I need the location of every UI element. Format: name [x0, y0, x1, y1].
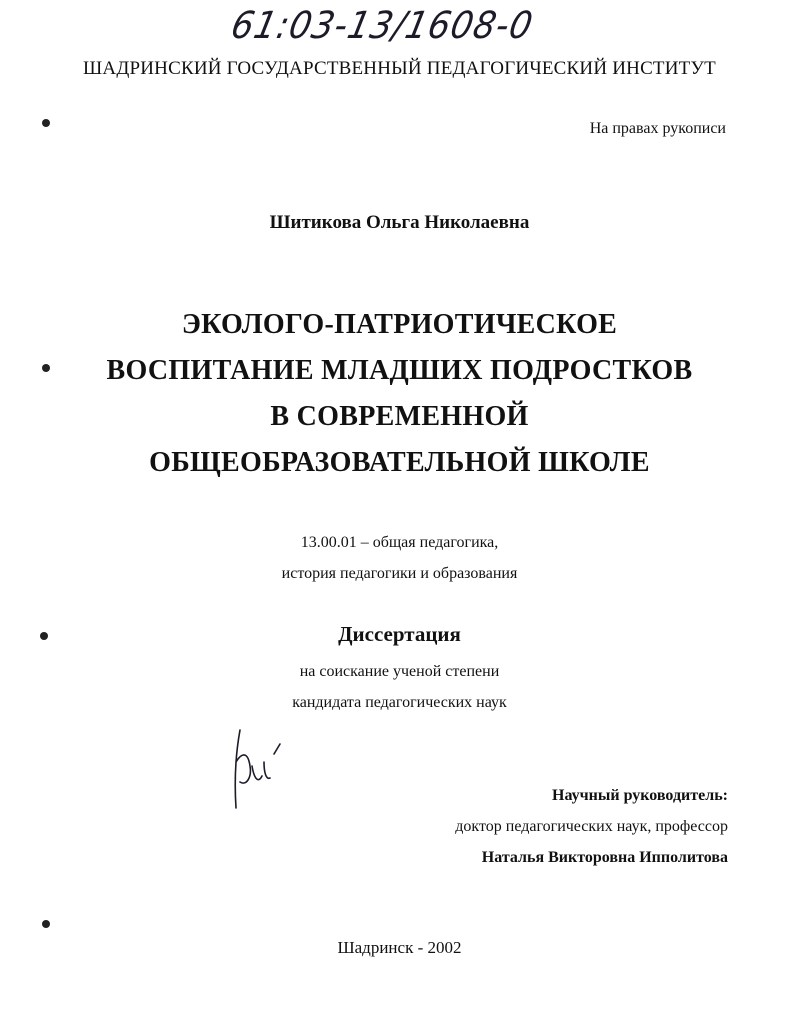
dissertation-heading: Диссертация [338, 622, 461, 646]
title-line-1: ЭКОЛОГО-ПАТРИОТИЧЕСКОЕ [181, 309, 618, 340]
institute-name: ШАДРИНСКИЙ ГОСУДАРСТВЕННЫЙ ПЕДАГОГИЧЕСКИЙ ИНСТИТУТ [83, 58, 716, 79]
title-line-2: ВОСПИТАНИЕ МЛАДШИХ ПОДРОСТКОВ [106, 355, 693, 386]
supervisor-degree: доктор педагогических наук, профессор [455, 818, 728, 835]
dissertation-title [0, 302, 799, 486]
specialty-block [0, 527, 799, 589]
handwritten-signature [222, 722, 292, 814]
supervisor-label: Научный руководитель: [552, 787, 728, 804]
punch-hole-mark [40, 918, 52, 930]
specialty-code: 13.00.01 – общая педагогика, [300, 534, 499, 551]
specialty-name: история педагогики и образования [281, 565, 518, 582]
supervisor-name: Наталья Викторовна Ипполитова [481, 849, 728, 866]
punch-hole-mark [40, 362, 52, 374]
rights-note: На правах рукописи [589, 120, 726, 137]
title-line-3: В СОВРЕМЕННОЙ [270, 401, 529, 432]
punch-hole-mark [38, 630, 50, 642]
handwritten-catalog-number: 61:03-13/1608-0 [227, 3, 538, 48]
city-year: Шадринск - 2002 [337, 938, 462, 957]
punch-hole-mark [40, 117, 52, 129]
supervisor-block [308, 780, 728, 873]
degree-line-1: на соискание ученой степени [299, 663, 500, 680]
author-name: Шитикова Ольга Николаевна [269, 212, 530, 233]
degree-block [0, 656, 799, 718]
degree-line-2: кандидата педагогических наук [292, 694, 507, 711]
title-line-4: ОБЩЕОБРАЗОВАТЕЛЬНОЙ ШКОЛЕ [149, 447, 650, 478]
